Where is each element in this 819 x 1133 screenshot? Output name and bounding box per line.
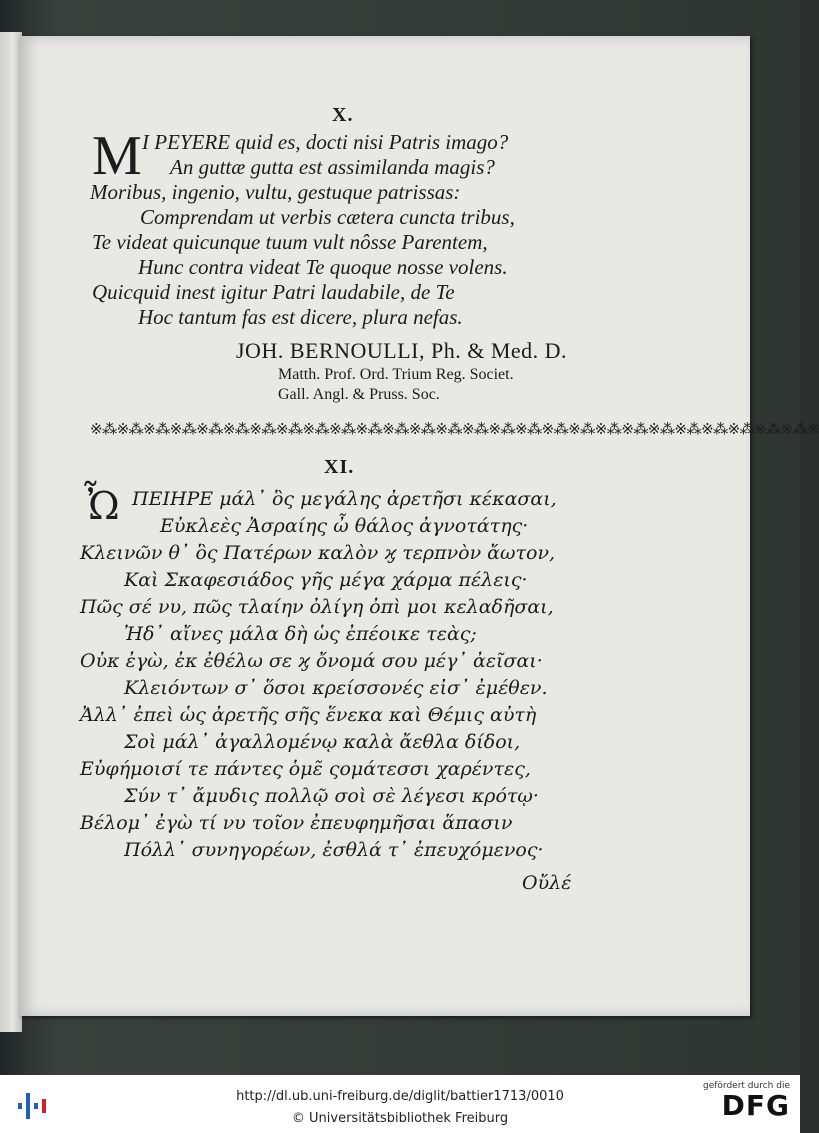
catchword: Οὔλέ	[522, 872, 572, 894]
poem-xi-line-11: Εὐφήμοισί τε πάντες ὁμε̃ ςομάτεσσι χαρέντες,	[80, 758, 531, 780]
poem-x-dropcap: M	[92, 125, 142, 187]
poem-xi-line-5: Πῶς σέ νυ, πῶς τλαίην ὀλίγη ὀπὶ μοι κελαδῆσαι,	[80, 596, 554, 618]
poem-xi-line-14: Πόλλ᾽ συνηγορέων, ἐσθλά τ᾽ ἐπευχόμενος·	[124, 839, 544, 861]
poem-xi-line-13: Βέλομ᾽ ἐγὼ τί νυ τοῖον ἐπευφημῆσαι ἅπασιν	[80, 812, 513, 834]
source-url[interactable]: http://dl.ub.uni-freiburg.de/diglit/battier1713/0010	[236, 1089, 564, 1104]
poem-x-line-5: Te videat quicunque tuum vult nôsse Parentem,	[92, 230, 488, 254]
poem-xi-line-3: Κλεινῶν θ᾽ ὃς Πατέρων καλὸν ϗ τερπνὸν ἄωτον,	[80, 542, 556, 564]
poem-x-line-4: Comprendam ut verbis cætera cuncta tribus,	[140, 205, 515, 229]
poem-x-line-6: Hunc contra videat Te quoque nosse volens.	[138, 255, 508, 279]
poem-x-line-1: I PEYERE quid es, docti nisi Patris imago?	[142, 130, 509, 154]
signature-title-1: Matth. Prof. Ord. Trium Reg. Societ.	[278, 366, 514, 383]
dfg-badge	[698, 1081, 790, 1129]
poem-xi-line-4: Καὶ Σκαφεσιάδος γῆς μέγα χάρμα πέλεις·	[124, 569, 528, 591]
poem-x-line-2: An guttæ gutta est assimilanda magis?	[170, 155, 495, 179]
poem-x-numeral: X.	[332, 104, 354, 126]
facing-page-edge	[0, 32, 22, 1032]
dfg-note: gefördert durch die	[703, 1081, 790, 1091]
signature-name: JOH. BERNOULLI, Ph. & Med. D.	[236, 338, 568, 363]
poem-xi-line-9: Ἀλλ᾽ ἐπεὶ ὡς ἀρετῆς σῆς ἕνεκα καὶ Θέμις αὐτὴ	[80, 704, 537, 726]
poem-x-line-3: Moribus, ingenio, vultu, gestuque patrissas:	[90, 180, 461, 204]
copyright-text: © Universitätsbibliothek Freiburg	[291, 1111, 509, 1126]
poem-xi-line-7: Οὐκ ἐγὼ, ἐκ ἐθέλω σε ϗ ὄνομά σου μέγ᾽ ἀεῖσαι·	[80, 650, 543, 672]
ornamental-divider: ※⁂※⁂※⁂※⁂※⁂※⁂※⁂※⁂※⁂※⁂※⁂※⁂※⁂※⁂※⁂※⁂※⁂※⁂※⁂※⁂※⁂※⁂※⁂※⁂※⁂※⁂※⁂※	[90, 420, 819, 438]
poem-xi-line-8: Κλειόντων σ᾽ ὅσοι κρείσσονές εἰσ᾽ ἐμέθεν.	[124, 677, 548, 699]
poem-x-line-8: Hoc tantum fas est dicere, plura nefas.	[138, 305, 463, 329]
book-page	[20, 36, 819, 1016]
poem-xi-line-2: Εὐκλεὲς Ἀσραίης ὦ θάλος ἀγνοτάτης·	[160, 515, 529, 537]
dfg-logo: DFG	[721, 1089, 790, 1122]
signature-title-2: Gall. Angl. & Pruss. Soc.	[278, 386, 440, 403]
poem-x-line-7: Quicquid inest igitur Patri laudabile, de Te	[92, 280, 455, 304]
poem-xi-numeral: XI.	[324, 456, 355, 478]
poem-xi-line-10: Σοὶ μάλ᾽ ἀγαλλομένῳ καλὰ ἄεθλα δίδοι,	[124, 731, 521, 753]
poem-xi-line-12: Σύν τ᾽ ἄμυδις πολλῷ σοὶ σὲ λέγεσι κρότῳ·	[124, 785, 539, 807]
poem-xi-line-6: Ἠδ᾽ αἴνες μάλα δὴ ὡς ἐπέοικε τεὰς;	[124, 623, 477, 645]
poem-xi-line-1: ΠΕΙΗΡΕ μάλ᾽ ὃς μεγάλης ἀρετῆσι κέκασαι,	[132, 488, 557, 510]
viewer-footer	[0, 1075, 800, 1133]
poem-xi-dropcap: Ὦ	[84, 484, 120, 528]
